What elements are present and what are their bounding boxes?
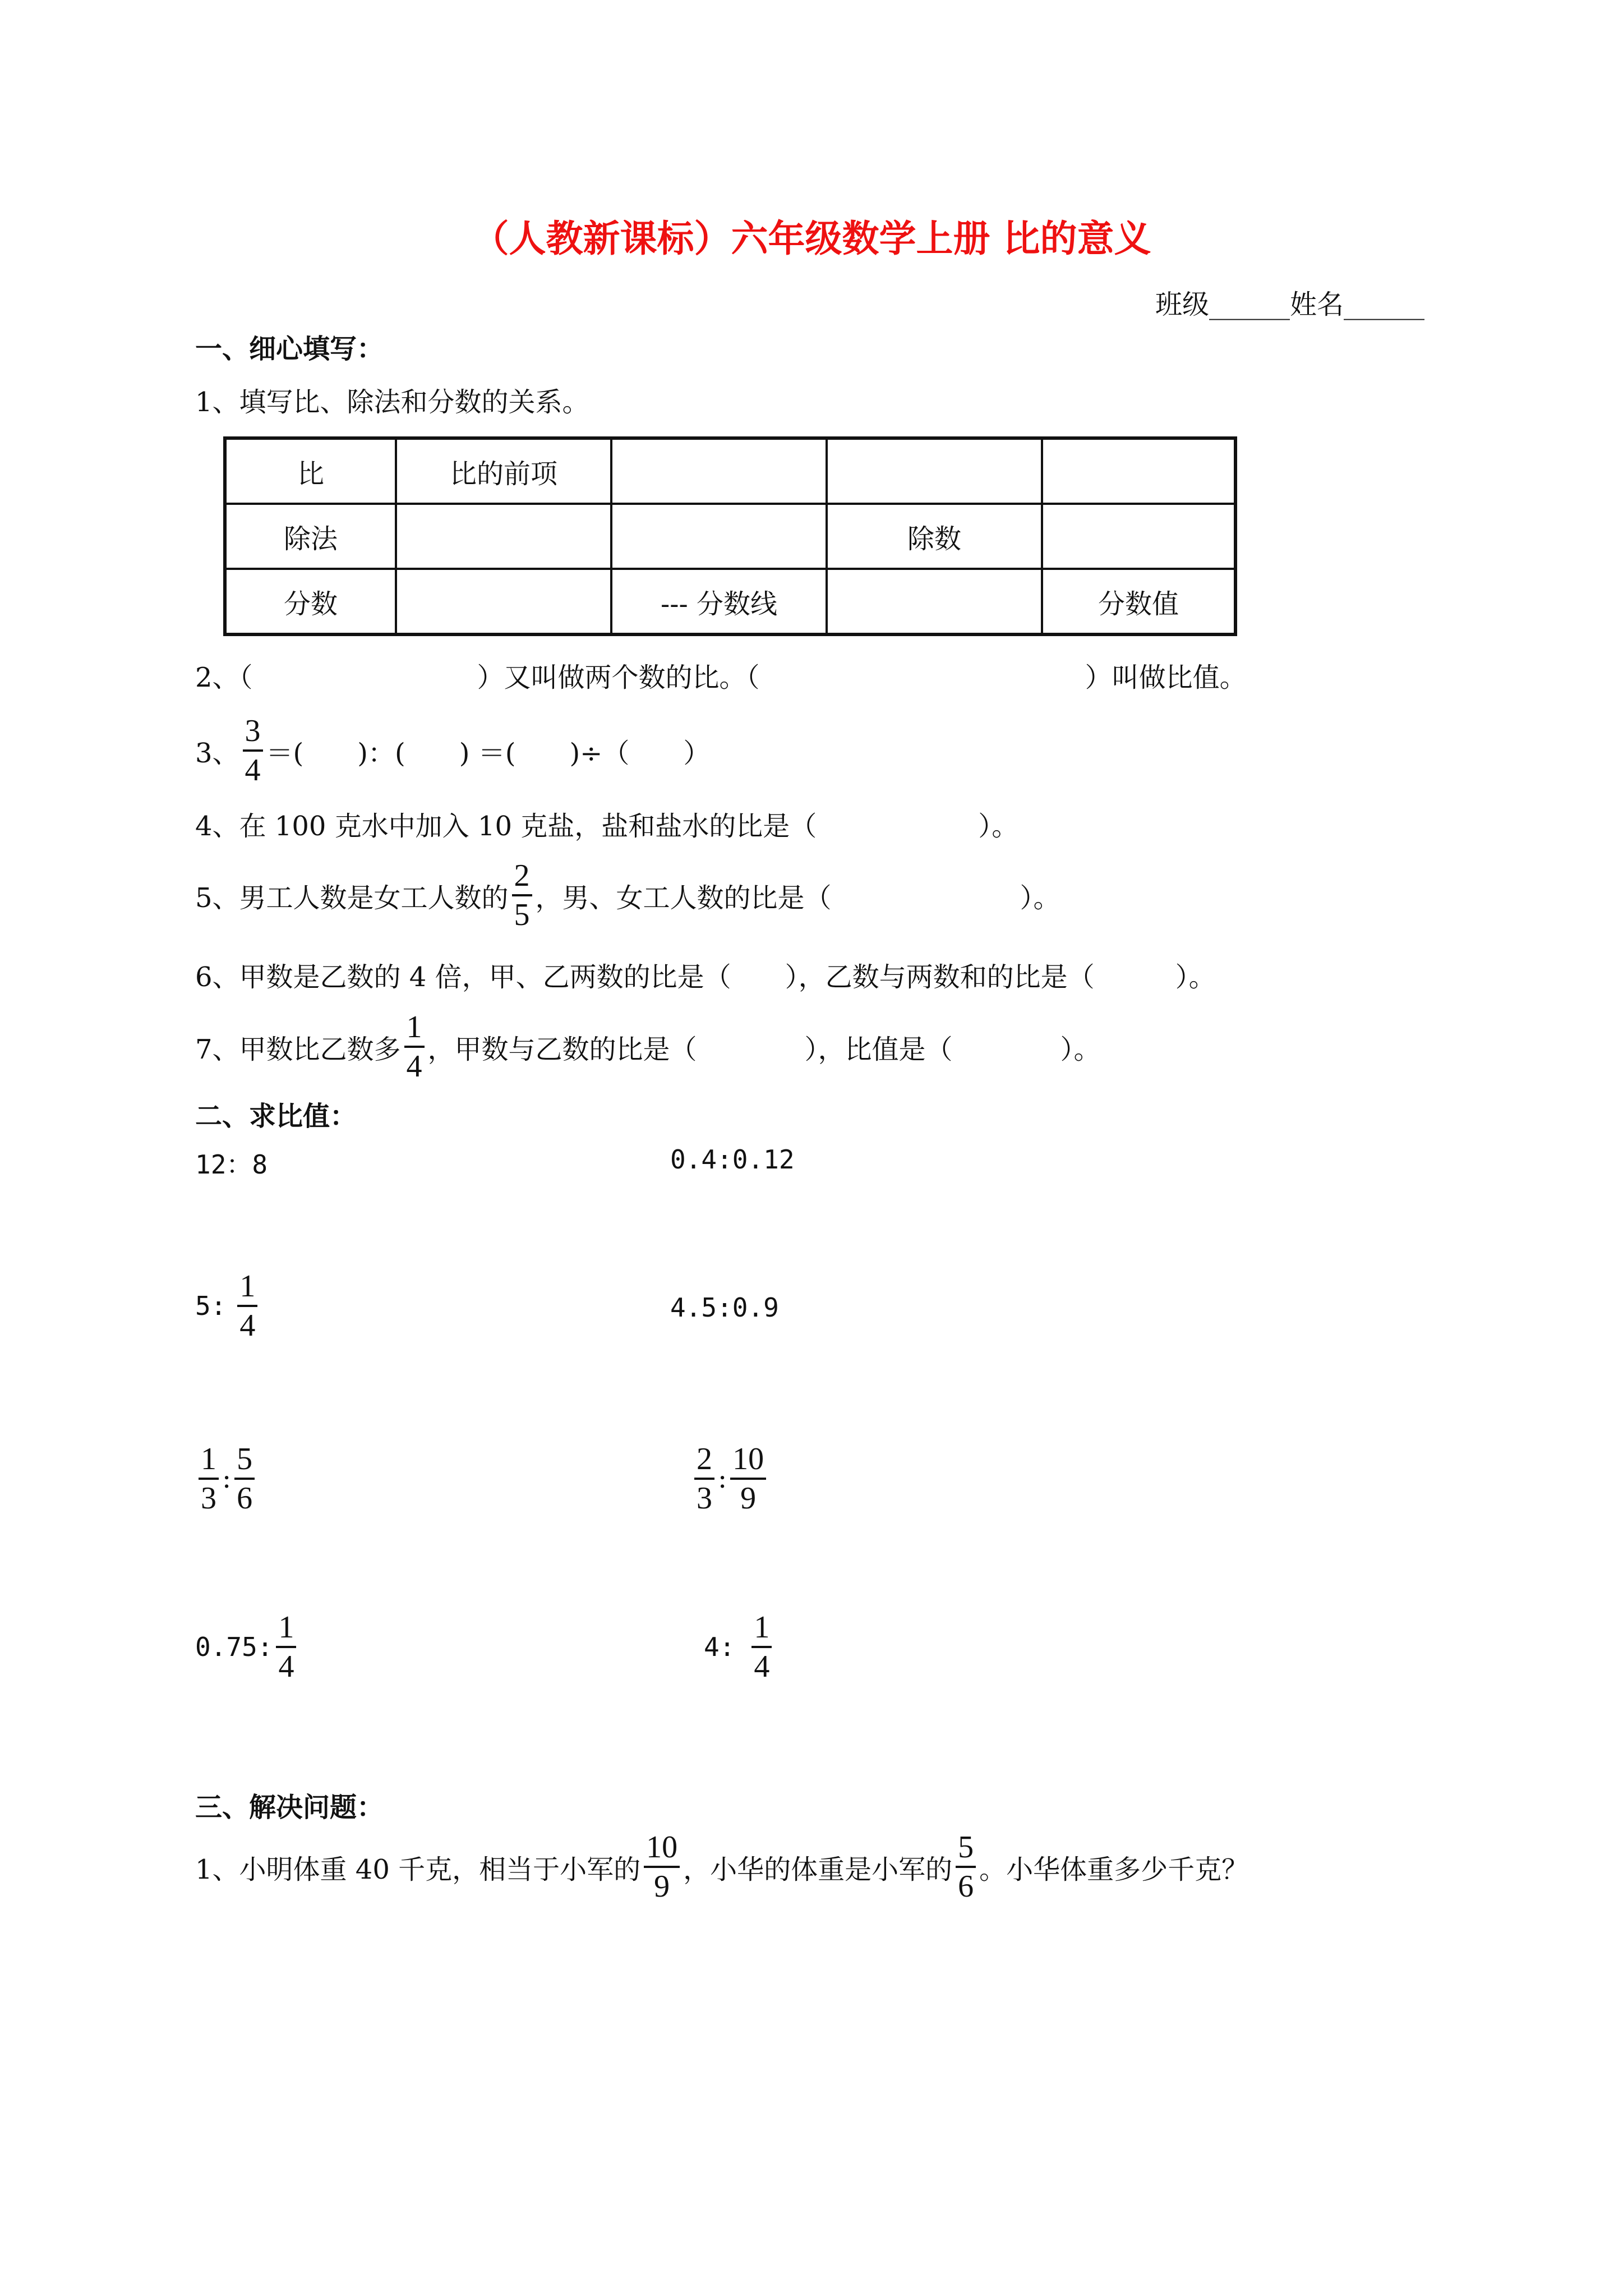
- fraction-denominator: 4: [278, 1649, 294, 1684]
- fraction-denominator: 4: [245, 753, 261, 788]
- ratio-item: [704, 1610, 775, 1684]
- table-cell: 比的前项: [396, 438, 611, 504]
- fraction-numerator: 1: [237, 1269, 257, 1307]
- fraction-numerator: 5: [234, 1442, 255, 1480]
- fraction-numerator: 3: [243, 714, 263, 752]
- fraction: [199, 1442, 219, 1516]
- fraction: [751, 1610, 772, 1684]
- fraction: [243, 714, 263, 788]
- fraction: [276, 1610, 296, 1684]
- fraction: [234, 1442, 255, 1516]
- q2-part-a: 2、（: [195, 662, 253, 693]
- page-title: （人教新课标）六年级数学上册 比的意义: [472, 217, 1151, 260]
- ratio-item: 0.4:0.12: [670, 1144, 795, 1175]
- table-cell[interactable]: [611, 504, 827, 569]
- question-5: [195, 858, 1061, 932]
- table-cell[interactable]: [827, 569, 1042, 634]
- table-cell[interactable]: [1042, 438, 1235, 504]
- fraction-numerator: 10: [730, 1442, 766, 1480]
- fraction-denominator: 3: [697, 1481, 712, 1516]
- table-cell[interactable]: [827, 438, 1042, 504]
- fraction-denominator: 6: [958, 1869, 974, 1904]
- wp1-part-b: ，小华的体重是小军的: [683, 1853, 953, 1885]
- table-row: [225, 504, 1235, 569]
- section3-heading: 三、解决问题：: [195, 1792, 384, 1823]
- q5-part-a: 5、男工人数是女工人数的: [195, 882, 509, 914]
- ratio-item: [195, 1442, 258, 1516]
- fraction: [404, 1010, 425, 1084]
- fraction-denominator: 9: [740, 1481, 757, 1516]
- q7-part-a: 7、甲数比乙数多: [195, 1033, 401, 1065]
- table-row: [225, 438, 1235, 504]
- ratio-item: [195, 1269, 261, 1343]
- fraction-denominator: 4: [406, 1049, 422, 1084]
- fraction-numerator: 1: [404, 1010, 425, 1048]
- question-4: 4、在 100 克水中加入 10 克盐，盐和盐水的比是（ ）。: [195, 811, 1019, 842]
- fraction-numerator: 1: [199, 1442, 219, 1480]
- name-label: 姓名: [1290, 289, 1344, 320]
- ratio-prefix: 5:: [195, 1291, 227, 1321]
- question-7: [195, 1010, 1101, 1084]
- fraction-denominator: 9: [654, 1869, 670, 1904]
- q2-part-b: ）又叫做两个数的比。（: [477, 662, 760, 693]
- table-cell[interactable]: [396, 569, 611, 634]
- q3-prefix: 3、: [195, 737, 239, 769]
- fraction-numerator: 2: [512, 858, 532, 896]
- fraction-numerator: 5: [956, 1830, 976, 1868]
- table-cell: --- 分数线: [611, 569, 827, 634]
- ratio-item: [691, 1442, 769, 1516]
- ratio-prefix: 4:: [704, 1632, 735, 1662]
- fraction: [694, 1442, 714, 1516]
- ratio-item: [195, 1610, 299, 1684]
- question-1: 1、填写比、除法和分数的关系。: [195, 386, 589, 418]
- table-cell[interactable]: [1042, 504, 1235, 569]
- fraction-numerator: 1: [276, 1610, 296, 1648]
- fraction-denominator: 3: [201, 1481, 216, 1516]
- ratio-prefix: 0.75:: [195, 1632, 273, 1662]
- class-label: 班级: [1155, 289, 1210, 320]
- section1-heading: 一、细心填写：: [195, 333, 384, 365]
- fraction-denominator: 4: [754, 1649, 770, 1684]
- table-cell: 分数: [225, 569, 396, 634]
- fraction-denominator: 4: [239, 1308, 256, 1343]
- fraction: [644, 1830, 680, 1904]
- wp1-part-c: 。小华体重多少千克？: [979, 1853, 1249, 1885]
- class-blank[interactable]: ______: [1209, 289, 1290, 320]
- ratio-separator: :: [222, 1463, 232, 1494]
- word-problem-1: [195, 1830, 1248, 1904]
- table-row: [225, 569, 1235, 634]
- table-cell: 比: [225, 438, 396, 504]
- fraction: [956, 1830, 976, 1904]
- fraction-numerator: 1: [751, 1610, 772, 1648]
- section2-heading: 二、求比值：: [195, 1101, 357, 1132]
- question-6: 6、甲数是乙数的 4 倍，甲、乙两数的比是（ ），乙数与两数和的比是（ ）。: [195, 961, 1216, 993]
- fraction: [237, 1269, 257, 1343]
- q3-rest: ＝( )：( ) ＝( )÷（ ）: [266, 737, 711, 769]
- ratio-separator: :: [718, 1463, 727, 1494]
- class-name-fields: [1155, 288, 1424, 321]
- fraction: [730, 1442, 766, 1516]
- q7-part-b: ，甲数与乙数的比是（ ），比值是（ ）。: [427, 1033, 1101, 1065]
- question-3: [195, 714, 710, 788]
- fraction: [512, 858, 532, 932]
- ratio-item: 4.5:0.9: [670, 1292, 779, 1323]
- fraction-denominator: 6: [237, 1481, 253, 1516]
- q5-part-b: ，男、女工人数的比是（ ）。: [535, 882, 1061, 914]
- table-cell[interactable]: [611, 438, 827, 504]
- fraction-denominator: 5: [514, 898, 530, 932]
- ratio-item: 12：8: [195, 1149, 268, 1180]
- table-cell[interactable]: [396, 504, 611, 569]
- name-blank[interactable]: ______: [1344, 289, 1425, 320]
- fraction-numerator: 10: [644, 1830, 680, 1868]
- q2-part-c: ）叫做比值。: [1085, 662, 1247, 693]
- fraction-numerator: 2: [694, 1442, 714, 1480]
- table-cell: 分数值: [1042, 569, 1235, 634]
- ratio-relation-table: [223, 436, 1237, 636]
- wp1-part-a: 1、小明体重 40 千克，相当于小军的: [195, 1853, 641, 1885]
- table-cell: 除数: [827, 504, 1042, 569]
- table-cell: 除法: [225, 504, 396, 569]
- question-2: [195, 661, 1247, 694]
